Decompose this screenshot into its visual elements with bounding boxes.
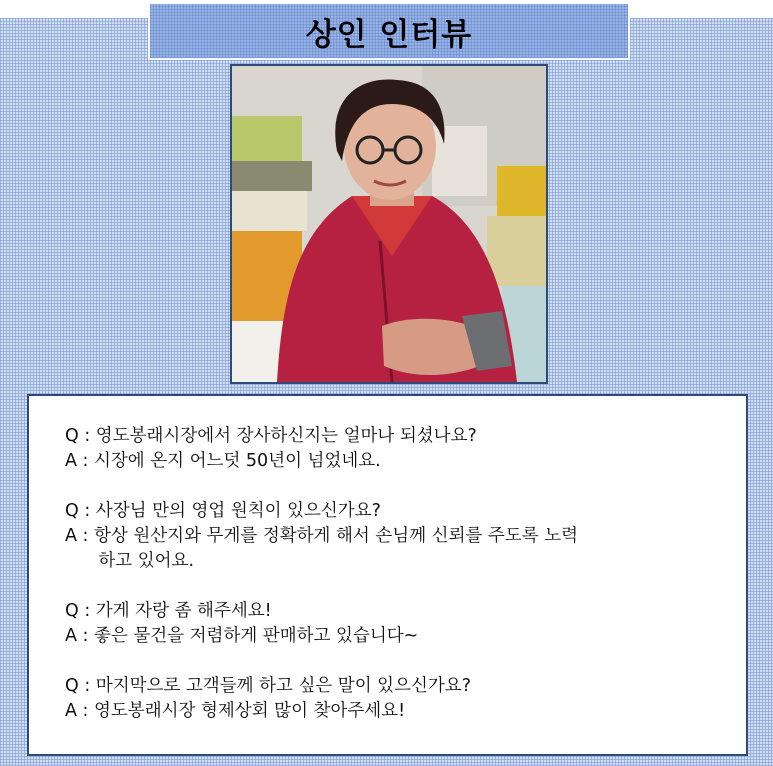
question-4: Q : 마지막으로 고객들께 하고 싶은 말이 있으신가요? [65, 676, 471, 696]
question-1: Q : 영도봉래시장에서 장사하신지는 얼마나 되셨나요? [65, 426, 477, 446]
answer-2-line-1: A : 항상 원산지와 무게를 정확하게 해서 손님께 신뢰를 주도록 노력 [65, 526, 579, 546]
merchant-portrait-icon [232, 66, 546, 382]
answer-4-line-1: A : 영도봉래시장 형제상회 많이 찾아주세요! [65, 701, 406, 721]
interview-box [27, 394, 748, 756]
answer-1-line-1: A : 시장에 온지 어느덧 50년이 넘었네요. [65, 451, 381, 471]
question-2: Q : 사장님 만의 영업 원칙이 있으신가요? [65, 501, 381, 521]
answer-3-line-1: A : 좋은 물건을 저렴하게 판매하고 있습니다~ [65, 626, 419, 646]
question-3: Q : 가게 자랑 좀 해주세요! [65, 601, 272, 621]
page-title: 상인 인터뷰 [305, 16, 473, 53]
answer-2-line-2: 하고 있어요. [65, 551, 195, 571]
title-banner [148, 2, 630, 60]
merchant-photo [230, 64, 548, 384]
